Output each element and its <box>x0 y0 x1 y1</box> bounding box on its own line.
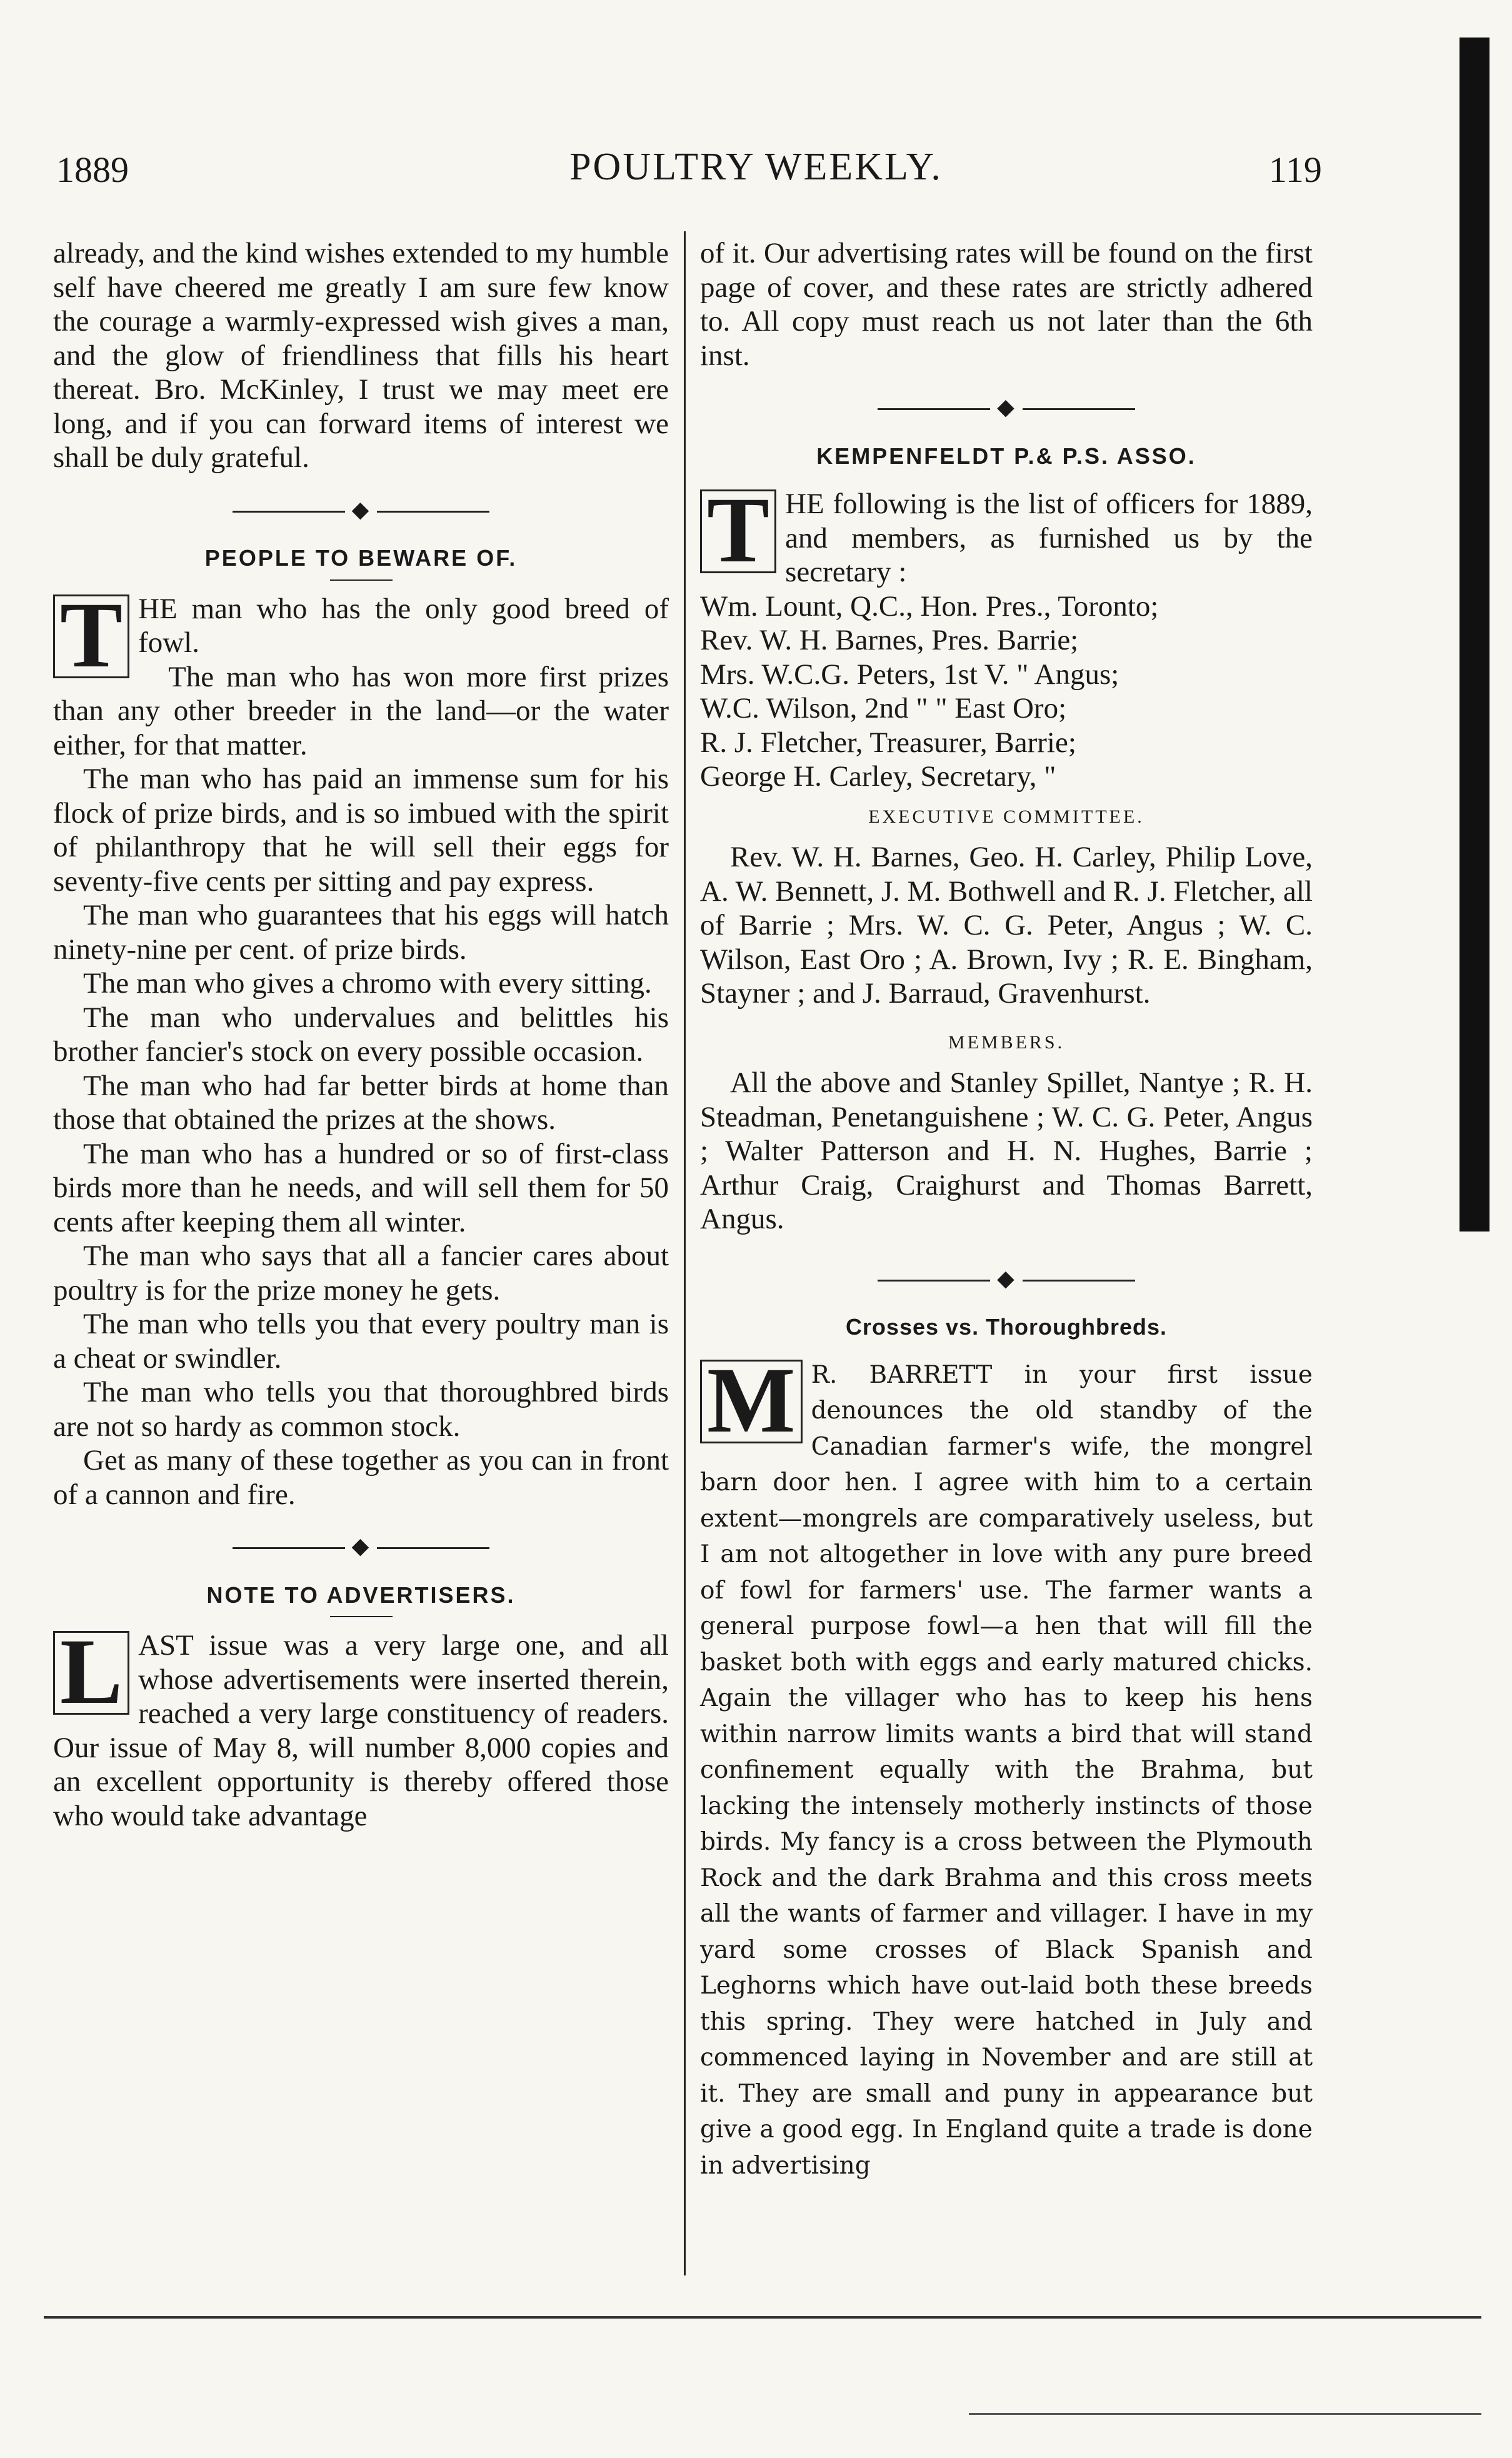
beware-item: The man who gives a chromo with every sitting. <box>83 967 652 1000</box>
beware-item: The man who has paid an immense sum for his flock of prize birds, and is so imbued with the spirit of philanthropy that he will sell their eggs for seventy-five cents per sitting and pay express. <box>53 763 669 898</box>
bottom-rule-secondary <box>969 2413 1481 2415</box>
officer-line: George H. Carley, Secretary, " <box>700 760 1056 793</box>
beware-dropcap: T <box>53 594 129 678</box>
ornament-divider: ◆ <box>53 493 669 527</box>
kempenfeldt-dropcap: T <box>700 489 776 573</box>
members-paragraph: All the above and Stanley Spillet, Nantye ; R. H. Steadman, Penetanguishene ; W. C. G. Peter, Angus ; Walter Patterson and H. N. Hughes, Barrie ; Arthur Craig, Craighurst and Thomas Barrett, Angus. <box>700 1066 1313 1235</box>
officer-line: Mrs. W.C.G. Peters, 1st V. " Angus; <box>700 658 1119 691</box>
beware-item: The man who has a hundred or so of first-class birds more than he needs, and will sell them for 50 cents after keeping them all winter. <box>53 1137 669 1238</box>
intro-paragraph: already, and the kind wishes extended to my humble self have cheered me greatly I am sure few know the courage a warmly-expressed wish gives a man, and the glow of friendliness that fills his heart thereat. Bro. McKinley, I trust we may meet ere long, and if you can forward items of interest we shall be duly grateful. <box>53 237 669 474</box>
right-column <box>700 236 1313 2184</box>
beware-item: The man who tells you that every poultry man is a cheat or swindler. <box>53 1308 669 1375</box>
officer-line: R. J. Fletcher, Treasurer, Barrie; <box>700 726 1076 759</box>
ornament-divider: ◆ <box>700 1262 1313 1296</box>
publication-title: POULTRY WEEKLY. <box>569 146 943 188</box>
executive-subheading: EXECUTIVE COMMITTEE. <box>868 806 1144 827</box>
continued-paragraph: of it. Our advertising rates will be found on the first page of cover, and these rates are strictly adhered to. All copy must reach us not later than the 6th inst. <box>700 237 1313 372</box>
beware-first-paragraph: T HE man who has the only good breed of fowl. <box>53 592 669 660</box>
advertisers-paragraph: L AST issue was a very large one, and all whose advertisements were inserted therein, reached a very large constituency of readers. Our issue of May 8, will number 8,000 copies and an excellent opportunity is thereby offered those who would take advantage <box>53 1620 669 1832</box>
officers-list <box>700 589 1313 794</box>
officer-line: Rev. W. H. Barnes, Pres. Barrie; <box>700 624 1079 656</box>
page-header <box>0 143 1512 193</box>
beware-item: The man who says that all a fancier cares about poultry is for the prize money he gets. <box>53 1240 669 1307</box>
column-divider <box>684 231 686 2275</box>
ornament-divider: ◆ <box>700 390 1313 424</box>
kempenfeldt-heading: KEMPENFELDT P.& P.S. ASSO. <box>816 443 1196 469</box>
officer-line: W.C. Wilson, 2nd " " East Oro; <box>700 692 1067 725</box>
kempenfeldt-intro: T HE following is the list of officers for 1889, and members, as furnished us by the secretary : <box>700 487 1313 589</box>
beware-item: The man who tells you that thoroughbred birds are not so hardy as common stock. <box>53 1376 669 1443</box>
beware-item: The man who has won more first prizes than any other breeder in the land—or the water either, for that matter. <box>53 660 669 761</box>
advertisers-dropcap: L <box>53 1631 129 1715</box>
ornament-divider: ◆ <box>53 1529 669 1563</box>
left-column <box>53 236 669 1833</box>
bottom-rule <box>44 2316 1481 2319</box>
crosses-heading: Crosses vs. Thoroughbreds. <box>845 1314 1168 1340</box>
heading-rule <box>330 1616 393 1617</box>
crosses-paragraph: M R. BARRETT in your first issue denounces the old standby of the Canadian farmer's wife, the mongrel barn door hen. I agree with him to a certain extent—mongrels are comparatively useless, but I am not altogether in love with any pure breed of fowl for farmers' use. The farmer wants a general purpose fowl—a hen that will fill the basket both with eggs and early matured chicks. Again the villager who has to keep his hens within narrow limits wants a bird that will stand confinement equally with the Brahma, but lacking the intensely motherly instincts of those birds. My fancy is a cross between the Plymouth Rock and the dark Brahma and this cross meets all the wants of farmer and villager. I have in my yard some crosses of Black Spanish and Leghorns which have out-laid both these breeds this spring. They were hatched in July and commenced laying in November and are still at it. They are small and puny in appearance but give a good egg. In England quite a trade is done in advertising <box>700 1348 1313 2180</box>
beware-item: The man who guarantees that his eggs will hatch ninety-nine per cent. of prize birds. <box>53 899 669 966</box>
executive-paragraph: Rev. W. H. Barnes, Geo. H. Carley, Philip Love, A. W. Bennett, J. M. Bothwell and R. J. Fletcher, all of Barrie ; Mrs. W. C. G. Peter, Angus ; W. C. Wilson, East Oro ; A. Brown, Ivy ; R. E. Bingham, Stayner ; and J. Barraud, Gravenhurst. <box>700 841 1313 1010</box>
beware-item: The man who undervalues and belittles his brother fancier's stock on every possible occasion. <box>53 1001 669 1068</box>
heading-rule <box>330 579 393 581</box>
header-year: 1889 <box>56 149 129 190</box>
beware-heading: PEOPLE TO BEWARE OF. <box>204 545 518 571</box>
advertisers-heading: NOTE TO ADVERTISERS. <box>206 1582 516 1608</box>
officer-line: Wm. Lount, Q.C., Hon. Pres., Toronto; <box>700 589 1159 623</box>
scan-edge-bar <box>1459 38 1489 1232</box>
page-number: 119 <box>1269 149 1322 190</box>
crosses-dropcap: M <box>700 1360 803 1443</box>
beware-item: The man who had far better birds at home than those that obtained the prizes at the shows. <box>53 1069 669 1136</box>
members-subheading: MEMBERS. <box>948 1031 1065 1053</box>
beware-closing: Get as many of these together as you can in front of a cannon and fire. <box>53 1444 669 1511</box>
